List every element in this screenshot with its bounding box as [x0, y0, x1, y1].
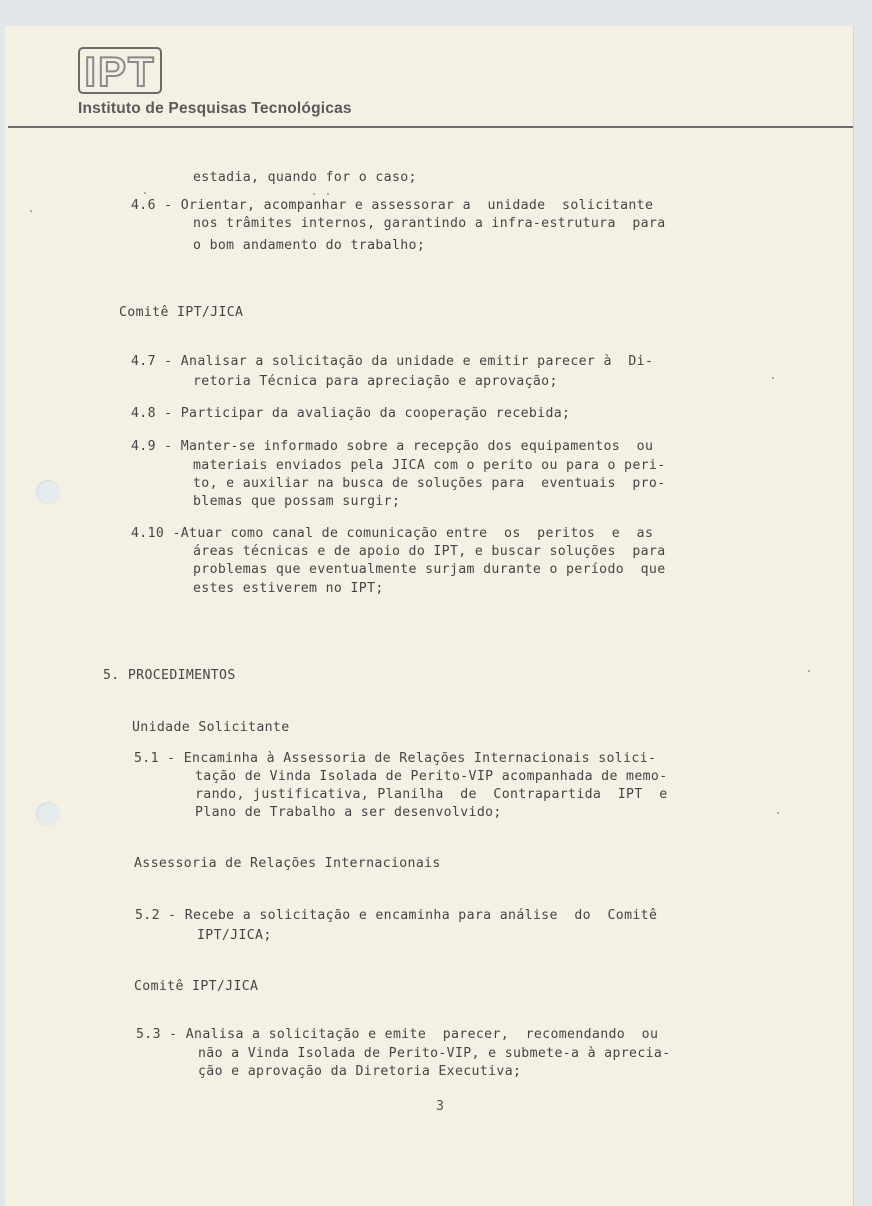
text-line: IPT/JICA; — [197, 928, 272, 943]
subheading-assessoria: Assessoria de Relações Internacionais — [134, 856, 441, 871]
ipt-logo — [78, 47, 162, 94]
logo-text: IPT — [84, 47, 156, 95]
paper-speck — [808, 670, 810, 672]
text-line: tação de Vinda Isolada de Perito-VIP acompanhada de memo- — [195, 769, 668, 784]
text-line: Plano de Trabalho a ser desenvolvido; — [195, 805, 502, 820]
text-line: não a Vinda Isolada de Perito-VIP, e submete-a à aprecia- — [198, 1046, 671, 1061]
text-line: ção e aprovação da Diretoria Executiva; — [198, 1064, 522, 1079]
subheading-comite-ipt-jica: Comitê IPT/JICA — [134, 979, 259, 994]
punch-hole — [36, 480, 60, 504]
text-line: nos trâmites internos, garantindo a infra-estrutura para — [193, 216, 666, 231]
punch-hole — [36, 802, 60, 826]
item-4-9: 4.9 - Manter-se informado sobre a recepção dos equipamentos ou — [131, 439, 654, 454]
text-line: áreas técnicas e de apoio do IPT, e buscar soluções para — [193, 544, 666, 559]
text-line: retoria Técnica para apreciação e aprovação; — [193, 374, 558, 389]
text-line: estadia, quando for o caso; — [193, 170, 417, 185]
paper-speck — [777, 812, 779, 814]
institute-name: Instituto de Pesquisas Tecnológicas — [78, 100, 352, 117]
header-divider — [8, 126, 853, 128]
item-5-2: 5.2 - Recebe a solicitação e encaminha para análise do Comitê — [135, 908, 658, 923]
text-line: estes estiverem no IPT; — [193, 581, 384, 596]
item-4-10: 4.10 -Atuar como canal de comunicação entre os peritos e as — [131, 526, 654, 541]
subheading-comite-ipt-jica: Comitê IPT/JICA — [119, 305, 244, 320]
text-line: o bom andamento do trabalho; — [193, 238, 426, 253]
item-4-8: 4.8 - Participar da avaliação da cooperação recebida; — [131, 406, 571, 421]
section-heading-procedimentos: 5. PROCEDIMENTOS — [103, 668, 236, 683]
paper-speck — [313, 193, 315, 195]
item-4-7: 4.7 - Analisar a solicitação da unidade e emitir parecer à Di- — [131, 354, 654, 369]
paper-speck — [772, 377, 774, 379]
subheading-unidade-solicitante: Unidade Solicitante — [132, 720, 290, 735]
paper-speck — [30, 210, 32, 212]
text-line: materiais enviados pela JICA com o perito ou para o peri- — [193, 458, 666, 473]
paper-speck — [144, 192, 146, 194]
text-line: blemas que possam surgir; — [193, 494, 401, 509]
item-5-1: 5.1 - Encaminha à Assessoria de Relações Internacionais solici- — [134, 751, 657, 766]
text-line: rando, justificativa, Planilha de Contrapartida IPT e — [195, 787, 668, 802]
page-number: 3 — [436, 1099, 444, 1114]
text-line: to, e auxiliar na busca de soluções para eventuais pro- — [193, 476, 666, 491]
paper-speck — [327, 193, 329, 195]
item-5-3: 5.3 - Analisa a solicitação e emite parecer, recomendando ou — [136, 1027, 659, 1042]
item-4-6: 4.6 - Orientar, acompanhar e assessorar a unidade solicitante — [131, 198, 654, 213]
text-line: problemas que eventualmente surjam durante o período que — [193, 562, 666, 577]
